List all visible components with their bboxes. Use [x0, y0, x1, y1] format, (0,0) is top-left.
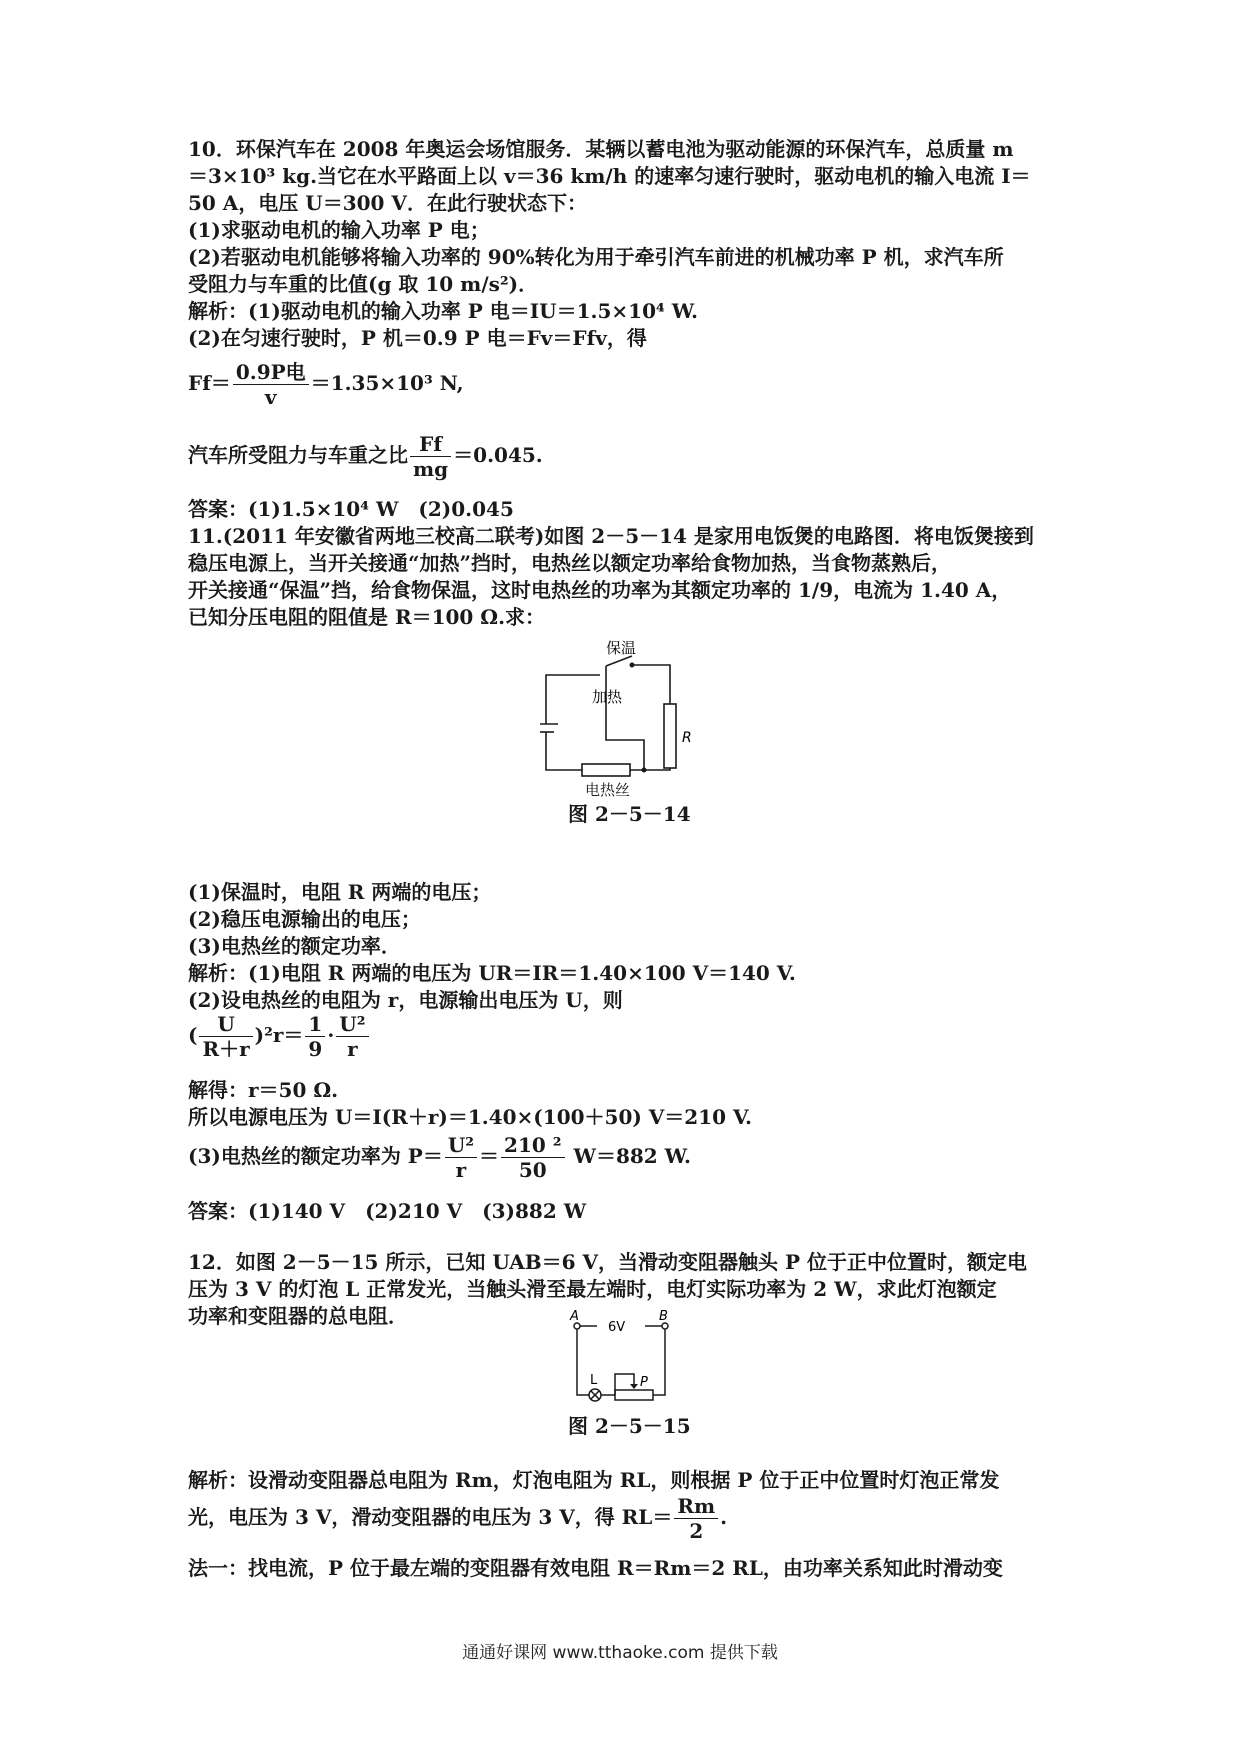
fraction-numerator: Ff [410, 432, 451, 457]
switch-blade [606, 656, 632, 666]
fraction [199, 1012, 252, 1061]
fraction-numerator: 0.9P电 [233, 360, 309, 385]
rice-cooker-circuit-diagram [540, 640, 730, 780]
q11-solution-4: 所以电源电压为 U＝I(R＋r)＝1.40×(100＋50) V＝210 V. [188, 1105, 752, 1129]
q10-line-6: 受阻力与车重的比值(g 取 10 m/s²)． [188, 272, 539, 296]
ratio-value: ＝0.045. [453, 443, 543, 467]
fraction-denominator: mg [413, 457, 449, 481]
q12-solution-3: 法一：找电流，P 位于最左端的变阻器有效电阻 R＝Rm＝2 RL，由功率关系知此时滑动变 [188, 1556, 1003, 1580]
wire-left [577, 1329, 589, 1395]
fraction [233, 360, 309, 409]
eq-result: W＝882 W. [566, 1144, 691, 1168]
q11-sub-3: (3)电热丝的额定功率． [188, 934, 401, 958]
q10-line-4: (1)求驱动电机的输入功率 P 电； [188, 218, 490, 242]
fraction [410, 432, 451, 481]
wire-top-right [632, 665, 670, 704]
resistor-R [664, 704, 676, 768]
q11-solution-1: 解析：(1)电阻 R 两端的电压为 UR＝IR＝1.40×100 V＝140 V. [188, 961, 796, 985]
equals: ＝ [479, 1144, 500, 1168]
q12-solution-2 [188, 1494, 727, 1543]
q10-answer: 答案：(1)1.5×10⁴ W (2)0.045 [188, 497, 514, 521]
label-6V: 6V [608, 1320, 626, 1335]
fraction-denominator: 9 [308, 1037, 323, 1061]
eq-middle: )²r＝ [254, 1023, 304, 1047]
q12-solution-1: 解析：设滑动变阻器总电阻为 Rm，灯泡电阻为 RL，则根据 P 位于正中位置时灯泡正常发 [188, 1468, 1000, 1492]
figure-caption-2-5-14: 图 2－5－14 [568, 802, 691, 826]
q11-solution-5 [188, 1133, 691, 1182]
figure-caption-2-5-15: 图 2－5－15 [568, 1414, 691, 1438]
eq-rhs: ＝1.35×10³ N, [310, 371, 464, 395]
q10-line-1: 10．环保汽车在 2008 年奥运会场馆服务．某辆以蓄电池为驱动能源的环保汽车，总质量 m [188, 137, 1014, 161]
slider-arrow [630, 1384, 638, 1389]
q11-line-3: 开关接通“保温”挡，给食物保温，这时电热丝的功率为其额定功率的 1/9，电流为 1.40 A， [188, 578, 1012, 602]
fraction [336, 1012, 368, 1061]
fraction-numerator: U² [445, 1133, 477, 1158]
fraction [501, 1133, 564, 1182]
eq-prefix: (3)电热丝的额定功率为 P＝ [188, 1144, 443, 1168]
fraction-numerator: Rm [674, 1494, 718, 1519]
fraction-numerator: 1 [305, 1012, 325, 1037]
q12-line-2: 压为 3 V 的灯泡 L 正常发光，当触头滑至最左端时，电灯实际功率为 2 W，求此灯泡额定 [188, 1277, 997, 1301]
switch-contact [630, 663, 635, 668]
fraction-denominator: 2 [689, 1519, 704, 1543]
multiply-dot: · [327, 1023, 335, 1047]
fraction [305, 1012, 325, 1061]
q10-line-3: 50 A，电压 U＝300 V．在此行驶状态下： [188, 191, 587, 215]
label-R: R [682, 730, 692, 746]
period: . [720, 1505, 728, 1529]
q10-ratio-line [188, 432, 543, 481]
q11-solution-3: 解得：r＝50 Ω. [188, 1078, 339, 1102]
fraction-denominator: v [264, 385, 277, 409]
q11-solution-2: (2)设电热丝的电阻为 r，电源输出电压为 U，则 [188, 988, 623, 1012]
q10-equation-ff [188, 360, 464, 409]
q11-line-2: 稳压电源上，当开关接通“加热”挡时，电热丝以额定功率给食物加热，当食物蒸熟后， [188, 551, 952, 575]
page-footer: 通通好课网 www.tthaoke.com 提供下载 [462, 1643, 778, 1663]
label-P: P [640, 1375, 648, 1390]
q12-line-3: 功率和变阻器的总电阻． [188, 1304, 408, 1328]
label-L: L [590, 1373, 598, 1388]
q10-solution-2: (2)在匀速行驶时，P 机＝0.9 P 电＝Fv＝Ffv，得 [188, 326, 647, 350]
junction-dot [642, 768, 647, 773]
paren-open: ( [188, 1023, 198, 1047]
fraction-denominator: r [347, 1037, 358, 1061]
eq-lhs: Ff＝ [188, 371, 231, 395]
label-baowen: 保温 [606, 640, 637, 657]
wire-right [653, 1329, 665, 1395]
fraction [445, 1133, 477, 1182]
fraction-denominator: 50 [518, 1158, 547, 1182]
q11-equation-power [188, 1012, 371, 1061]
eq-prefix: 光，电压为 3 V，滑动变阻器的电压为 3 V，得 RL＝ [188, 1505, 673, 1529]
label-heating-wire: 电热丝 [585, 781, 631, 799]
fraction-denominator: r [455, 1158, 467, 1182]
q12-line-1: 12．如图 2－5－15 所示，已知 UAB＝6 V，当滑动变阻器触头 P 位于正中位置时，额定电 [188, 1250, 1027, 1274]
lamp-rheostat-circuit-diagram [565, 1308, 685, 1408]
label-B: B [659, 1309, 668, 1324]
rheostat [615, 1390, 653, 1400]
fraction-numerator: 210 ² [501, 1133, 564, 1158]
q11-sub-1: (1)保温时，电阻 R 两端的电压； [188, 880, 492, 904]
q11-answer: 答案：(1)140 V (2)210 V (3)882 W [188, 1199, 587, 1223]
ratio-text: 汽车所受阻力与车重之比 [188, 443, 408, 467]
fraction-denominator: R＋r [202, 1037, 250, 1061]
fraction-numerator: U² [336, 1012, 368, 1037]
wire-heating [606, 698, 644, 770]
q11-line-4: 已知分压电阻的阻值是 R＝100 Ω.求： [188, 605, 546, 629]
q10-solution-1: 解析：(1)驱动电机的输入功率 P 电＝IU＝1.5×10⁴ W. [188, 299, 699, 323]
q11-line-1: 11.(2011 年安徽省两地三校高二联考)如图 2－5－14 是家用电饭煲的电路图．将电饭煲接到 [188, 524, 1034, 548]
fraction [674, 1494, 718, 1543]
label-jiare: 加热 [592, 688, 623, 706]
q10-line-5: (2)若驱动电机能够将输入功率的 90%转化为用于牵引汽车前进的机械功率 P 机，求汽车所 [188, 245, 1004, 269]
heating-wire-element [582, 764, 630, 776]
q11-sub-2: (2)稳压电源输出的电压； [188, 907, 421, 931]
q10-line-2: ＝3×10³ kg.当它在水平路面上以 v＝36 km/h 的速率匀速行驶时，驱动电机的输入电流 I＝ [188, 164, 1031, 188]
fraction-numerator: U [199, 1012, 252, 1037]
label-A: A [570, 1309, 579, 1324]
